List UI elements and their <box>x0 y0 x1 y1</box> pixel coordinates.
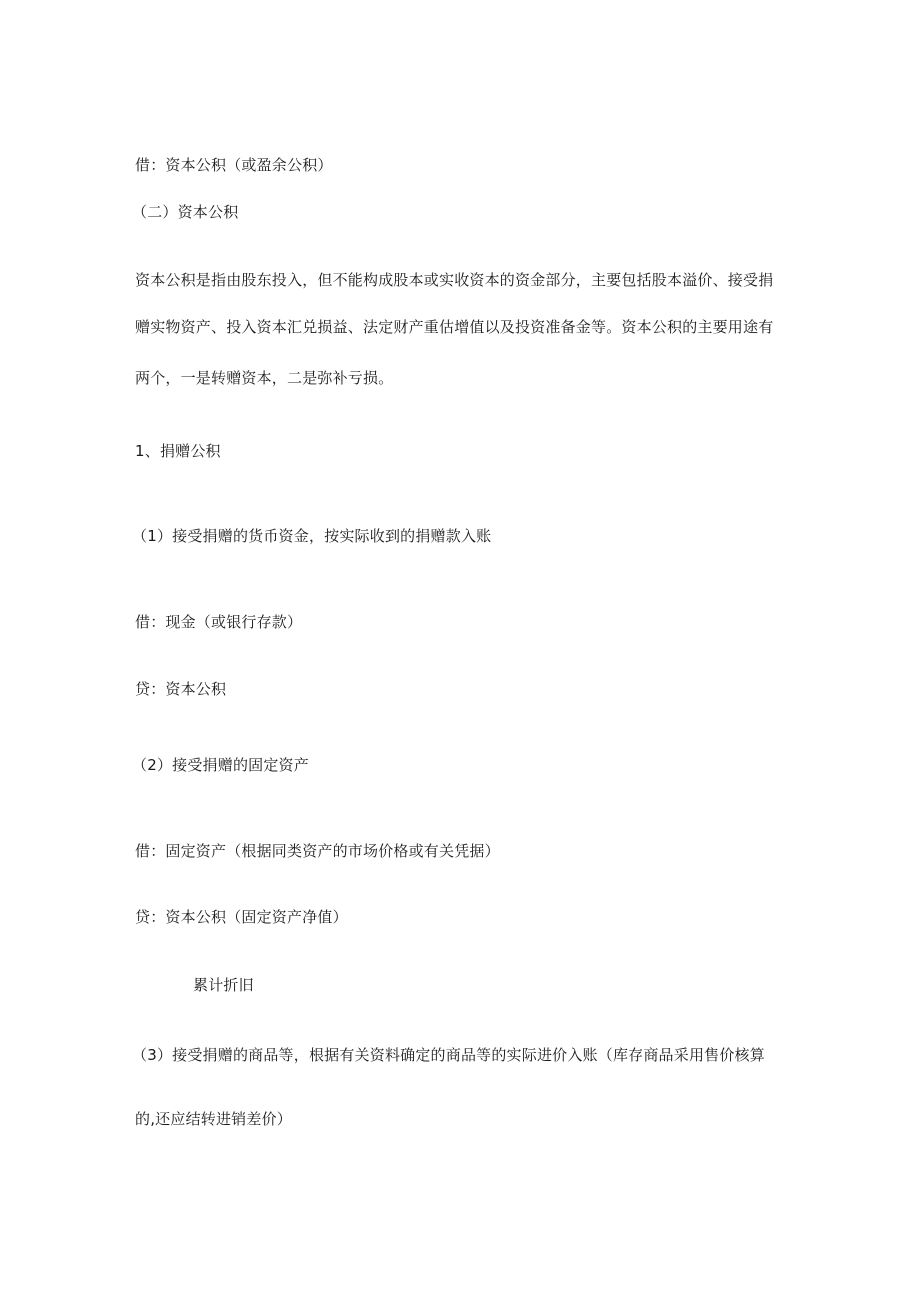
journal-entry-credit-capital-reserve-net: 贷：资本公积（固定资产净值） <box>135 908 348 926</box>
subsection-heading-donation-reserve: 1、捐赠公积 <box>135 442 221 460</box>
paragraph-line-3: 两个，一是转赠资本，二是弥补亏损。 <box>135 369 394 387</box>
paragraph-line-1: 资本公积是指由股东投入，但不能构成股本或实收资本的资金部分，主要包括股本溢价、接受捐 <box>135 271 774 289</box>
journal-entry-debit-capital-reserve: 借：资本公积（或盈余公积） <box>135 156 333 174</box>
journal-entry-debit-fixed-assets: 借：固定资产（根据同类资产的市场价格或有关凭据） <box>135 842 500 860</box>
journal-entry-credit-accumulated-depreciation: 累计折旧 <box>193 976 254 994</box>
item-2-fixed-asset-donation: （2）接受捐赠的固定资产 <box>132 756 309 774</box>
paragraph-line-2: 赠实物资产、投入资本汇兑损益、法定财产重估增值以及投资准备金等。资本公积的主要用途有 <box>135 318 774 336</box>
item-1-monetary-donation: （1）接受捐赠的货币资金，按实际收到的捐赠款入账 <box>132 527 492 545</box>
journal-entry-credit-capital-reserve: 贷：资本公积 <box>135 680 227 698</box>
item-3-goods-donation-line-2: 的,还应结转进销差价） <box>135 1110 292 1128</box>
section-heading-capital-reserve: （二）资本公积 <box>132 203 239 221</box>
journal-entry-debit-cash: 借：现金（或银行存款） <box>135 613 303 631</box>
item-3-goods-donation-line-1: （3）接受捐赠的商品等，根据有关资料确定的商品等的实际进价入账（库存商品采用售价核算 <box>132 1046 765 1064</box>
